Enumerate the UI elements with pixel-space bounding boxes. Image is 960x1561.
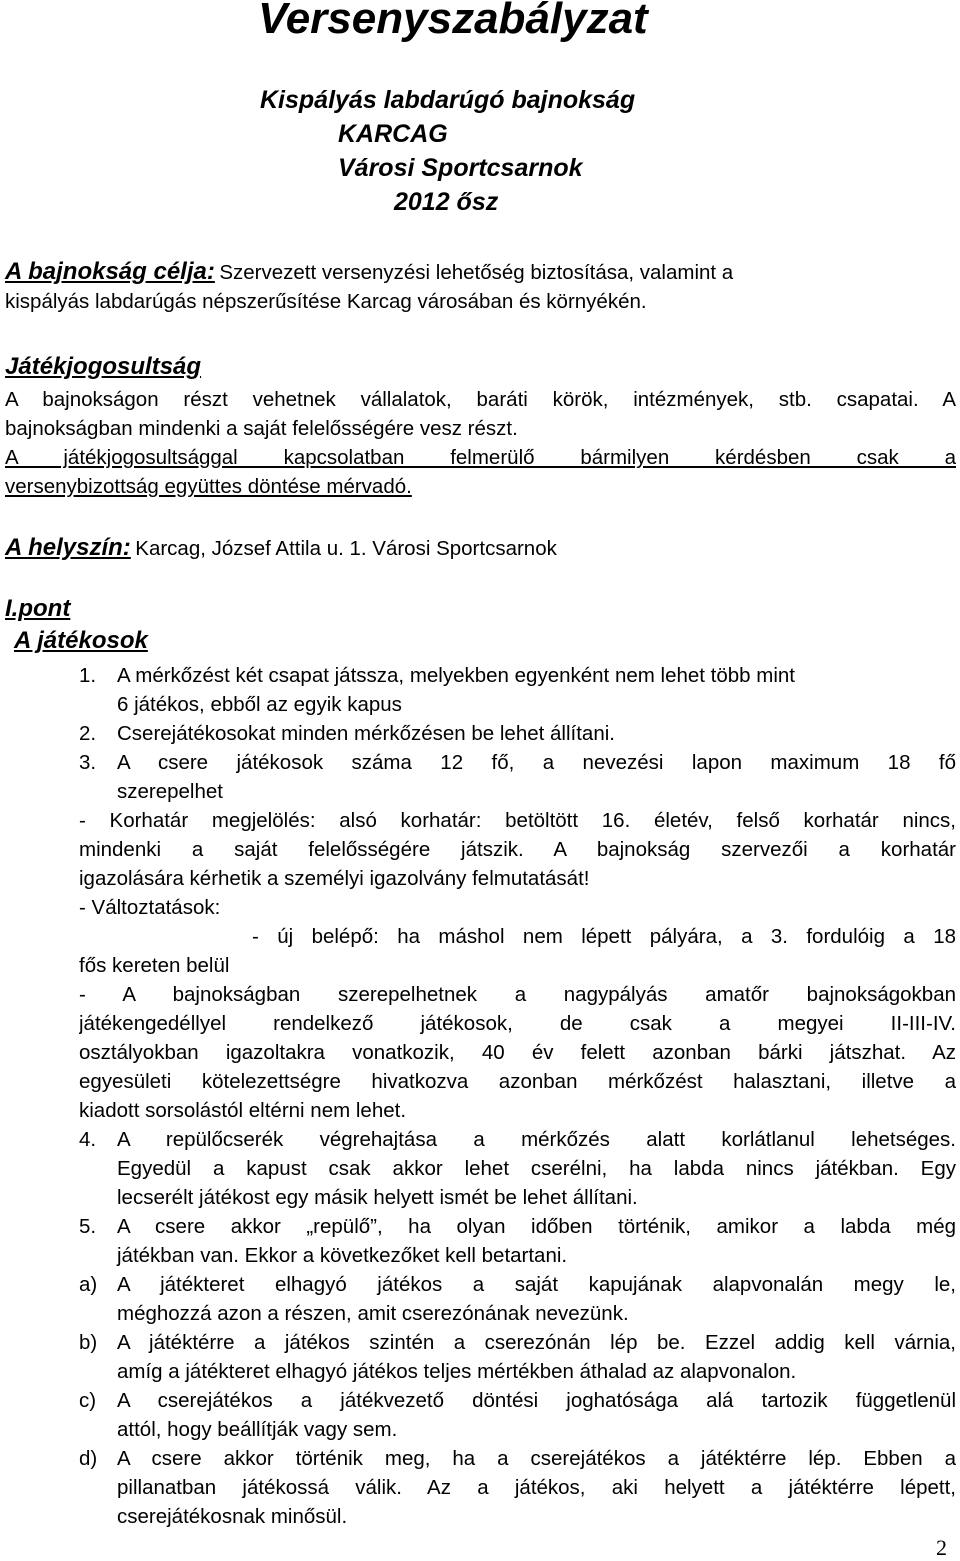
eligibility-line-1: A bajnokságon részt vehetnek vállalatok, baráti körök, intézmények, stb. csapatai. A <box>5 388 956 411</box>
item-number-1: 1. <box>79 664 97 687</box>
item-2-line-1: Cserejátékosokat minden mérkőzésen be lehet állítani. <box>117 722 615 745</box>
item-3-line-10: játékengedéllyel rendelkező játékosok, de csak a megyei II-III-IV. <box>79 1012 956 1035</box>
venue-text: Karcag, József Attila u. 1. Városi Sportcsarnok <box>135 537 557 560</box>
item-letter-b: b) <box>79 1331 98 1354</box>
goal-section <box>5 258 733 286</box>
item-number-5: 5. <box>79 1215 97 1238</box>
item-3-line-1: A csere játékosok száma 12 fő, a nevezési lapon maximum 18 fő <box>117 751 956 774</box>
eligibility-line-2: bajnokságban mindenki a saját felelősségére vesz részt. <box>5 417 518 440</box>
subtitle-city: KARCAG <box>338 120 448 148</box>
item-number-4: 4. <box>79 1128 97 1151</box>
page-number: 2 <box>936 1535 947 1560</box>
item-3-line-2: szerepelhet <box>117 780 223 803</box>
item-4-line-3: lecserélt játékost egy másik helyett ismét be lehet állítani. <box>117 1186 638 1209</box>
item-1-line-1: A mérkőzést két csapat játssza, melyekben egyenként nem lehet több mint <box>117 664 795 687</box>
players-heading: A játékosok <box>14 627 148 654</box>
item-d-line-1: A csere akkor történik meg, ha a cserejátékos a játéktérre lép. Ebben a <box>117 1447 956 1470</box>
item-a-line-1: A játékteret elhagyó játékos a saját kapujának alapvonalán megy le, <box>117 1273 956 1296</box>
goal-text-1: Szervezett versenyzési lehetőség biztosítása, valamint a <box>219 261 734 284</box>
item-3-line-9: - A bajnokságban szerepelhetnek a nagypályás amatőr bajnokságokban <box>79 983 956 1006</box>
document-title: Versenyszabályzat <box>258 0 648 43</box>
item-3-line-11: osztályokban igazoltakra vonatkozik, 40 év felett azonban bárki játszhat. Az <box>79 1041 956 1064</box>
eligibility-line-3: A játékjogosultsággal kapcsolatban felmerülő bármilyen kérdésben csak a <box>5 446 956 469</box>
item-3-line-3: - Korhatár megjelölés: alsó korhatár: betöltött 16. életév, felső korhatár nincs, <box>79 809 956 832</box>
venue-section <box>5 534 557 562</box>
item-5-line-2: játékban van. Ekkor a következőket kell betartani. <box>117 1244 568 1267</box>
item-letter-a: a) <box>79 1273 98 1296</box>
item-3-line-12: egyesületi kötelezettségre hivatkozva azonban mérkőzést halasztani, illetve a <box>79 1070 956 1093</box>
goal-heading: A bajnokság célja: <box>5 258 215 285</box>
item-4-line-1: A repülőcserék végrehajtása a mérkőzés alatt korlátlanul lehetséges. <box>117 1128 956 1151</box>
venue-heading: A helyszín: <box>5 534 131 561</box>
goal-text-2: kispályás labdarúgás népszerűsítése Karcag városában és környékén. <box>5 290 647 313</box>
item-number-3: 3. <box>79 751 97 774</box>
item-1-line-2: 6 játékos, ebből az egyik kapus <box>117 693 402 716</box>
item-3-line-6: - Változtatások: <box>79 896 221 919</box>
eligibility-heading: Játékjogosultság <box>5 353 202 380</box>
item-3-line-8: fős kereten belül <box>79 954 230 977</box>
item-b-line-1: A játéktérre a játékos szintén a cserezónán lép be. Ezzel addig kell várnia, <box>117 1331 956 1354</box>
item-c-line-1: A cserejátékos a játékvezető döntési joghatósága alá tartozik függetlenül <box>117 1389 956 1412</box>
subtitle-season: 2012 ősz <box>394 188 499 216</box>
item-4-line-2: Egyedül a kapust csak akkor lehet cserélni, ha labda nincs játékban. Egy <box>117 1157 956 1180</box>
item-d-line-2: pillanatban játékossá válik. Az a játékos, aki helyett a játéktérre lépett, <box>117 1476 956 1499</box>
subtitle-venue: Városi Sportcsarnok <box>338 154 583 182</box>
item-3-line-4: mindenki a saját felelősségére játszik. A bajnokság szervezői a korhatár <box>79 838 956 861</box>
section-label: I.pont <box>5 595 71 622</box>
item-number-2: 2. <box>79 722 97 745</box>
item-b-line-2: amíg a játékteret elhagyó játékos teljes mértékben áthalad az alapvonalon. <box>117 1360 797 1383</box>
item-a-line-2: méghozzá azon a részen, amit cserezónának nevezünk. <box>117 1302 629 1325</box>
item-3-line-7: - új belépő: ha máshol nem lépett pályára, a 3. fordulóig a 18 <box>252 925 956 948</box>
item-3-line-5: igazolására kérhetik a személyi igazolvány felmutatását! <box>79 867 590 890</box>
item-d-line-3: cserejátékosnak minősül. <box>117 1505 348 1528</box>
item-letter-d: d) <box>79 1447 98 1470</box>
item-5-line-1: A csere akkor „repülő”, ha olyan időben történik, amikor a labda még <box>117 1215 956 1238</box>
eligibility-line-4: versenybizottság együttes döntése mérvadó. <box>5 475 412 498</box>
item-c-line-2: attól, hogy beállítják vagy sem. <box>117 1418 398 1441</box>
item-letter-c: c) <box>79 1389 97 1412</box>
subtitle-league: Kispályás labdarúgó bajnokság <box>260 86 636 114</box>
item-3-line-13: kiadott sorsolástól eltérni nem lehet. <box>79 1099 407 1122</box>
